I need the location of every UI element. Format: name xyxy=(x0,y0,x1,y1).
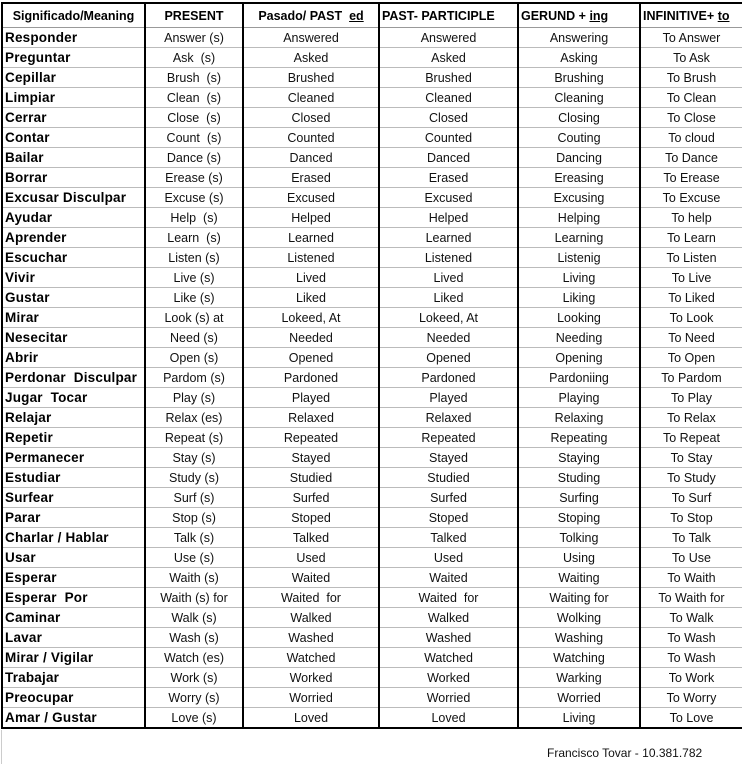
infinitive-cell: To Clean xyxy=(640,88,742,108)
gerund-cell: Looking xyxy=(518,308,640,328)
present-cell: Repeat (s) xyxy=(145,428,243,448)
participle-cell: Lived xyxy=(379,268,518,288)
meaning-cell: Repetir xyxy=(2,428,145,448)
participle-cell: Needed xyxy=(379,328,518,348)
infinitive-cell: To Erease xyxy=(640,168,742,188)
present-cell: Excuse (s) xyxy=(145,188,243,208)
table-row xyxy=(2,228,742,248)
gerund-cell: Watching xyxy=(518,648,640,668)
table-row xyxy=(2,508,742,528)
past-cell: Pardoned xyxy=(243,368,379,388)
infinitive-cell: To Study xyxy=(640,468,742,488)
header-row xyxy=(2,3,742,28)
participle-cell: Erased xyxy=(379,168,518,188)
header-gerund-label: GERUND + xyxy=(521,8,586,23)
present-cell: Erease (s) xyxy=(145,168,243,188)
past-cell: Erased xyxy=(243,168,379,188)
meaning-cell: Usar xyxy=(2,548,145,568)
present-cell: Watch (es) xyxy=(145,648,243,668)
infinitive-cell: To Wash xyxy=(640,628,742,648)
meaning-cell: Aprender xyxy=(2,228,145,248)
table-row xyxy=(2,168,742,188)
present-cell: Worry (s) xyxy=(145,688,243,708)
gerund-cell: Studing xyxy=(518,468,640,488)
participle-cell: Opened xyxy=(379,348,518,368)
meaning-cell: Amar / Gustar xyxy=(2,708,145,729)
past-cell: Talked xyxy=(243,528,379,548)
infinitive-cell: To Answer xyxy=(640,28,742,48)
gerund-cell: Excusing xyxy=(518,188,640,208)
infinitive-cell: To Worry xyxy=(640,688,742,708)
gerund-cell: Waiting for xyxy=(518,588,640,608)
gerund-cell: Pardoniing xyxy=(518,368,640,388)
past-cell: Worried xyxy=(243,688,379,708)
present-cell: Look (s) at xyxy=(145,308,243,328)
table-row xyxy=(2,268,742,288)
present-cell: Dance (s) xyxy=(145,148,243,168)
meaning-cell: Esperar xyxy=(2,568,145,588)
participle-cell: Walked xyxy=(379,608,518,628)
present-cell: Use (s) xyxy=(145,548,243,568)
meaning-cell: Lavar xyxy=(2,628,145,648)
present-cell: Need (s) xyxy=(145,328,243,348)
header-present: PRESENT xyxy=(145,3,243,28)
gerund-cell: Surfing xyxy=(518,488,640,508)
past-cell: Relaxed xyxy=(243,408,379,428)
gerund-cell: Warking xyxy=(518,668,640,688)
gerund-cell: Asking xyxy=(518,48,640,68)
past-cell: Counted xyxy=(243,128,379,148)
present-cell: Play (s) xyxy=(145,388,243,408)
gerund-cell: Staying xyxy=(518,448,640,468)
meaning-cell: Bailar xyxy=(2,148,145,168)
present-cell: Clean (s) xyxy=(145,88,243,108)
header-past-label: Pasado/ PAST xyxy=(258,8,343,23)
table-row xyxy=(2,628,742,648)
present-cell: Ask (s) xyxy=(145,48,243,68)
past-cell: Listened xyxy=(243,248,379,268)
participle-cell: Answered xyxy=(379,28,518,48)
meaning-cell: Borrar xyxy=(2,168,145,188)
participle-cell: Brushed xyxy=(379,68,518,88)
header-meaning: Significado/Meaning xyxy=(2,3,145,28)
past-cell: Repeated xyxy=(243,428,379,448)
infinitive-cell: To Liked xyxy=(640,288,742,308)
participle-cell: Cleaned xyxy=(379,88,518,108)
gerund-cell: Ereasing xyxy=(518,168,640,188)
table-row xyxy=(2,128,742,148)
gerund-cell: Waiting xyxy=(518,568,640,588)
participle-cell: Helped xyxy=(379,208,518,228)
meaning-cell: Mirar / Vigilar xyxy=(2,648,145,668)
gerund-cell: Answering xyxy=(518,28,640,48)
meaning-cell: Excusar Disculpar xyxy=(2,188,145,208)
meaning-cell: Perdonar Disculpar xyxy=(2,368,145,388)
infinitive-cell: To cloud xyxy=(640,128,742,148)
meaning-cell: Esperar Por xyxy=(2,588,145,608)
present-cell: Work (s) xyxy=(145,668,243,688)
table-row xyxy=(2,708,742,729)
infinitive-cell: To Excuse xyxy=(640,188,742,208)
past-cell: Danced xyxy=(243,148,379,168)
header-past xyxy=(243,3,379,28)
meaning-cell: Escuchar xyxy=(2,248,145,268)
gerund-cell: Relaxing xyxy=(518,408,640,428)
infinitive-cell: To Play xyxy=(640,388,742,408)
meaning-cell: Preocupar xyxy=(2,688,145,708)
participle-cell: Asked xyxy=(379,48,518,68)
past-cell: Lokeed, At xyxy=(243,308,379,328)
past-cell: Stayed xyxy=(243,448,379,468)
header-participle: PAST- PARTICIPLE xyxy=(379,3,518,28)
past-cell: Liked xyxy=(243,288,379,308)
infinitive-cell: To Stay xyxy=(640,448,742,468)
past-cell: Lived xyxy=(243,268,379,288)
participle-cell: Stayed xyxy=(379,448,518,468)
infinitive-cell: To Brush xyxy=(640,68,742,88)
verb-table xyxy=(1,2,742,729)
past-cell: Helped xyxy=(243,208,379,228)
table-row xyxy=(2,648,742,668)
infinitive-cell: To Live xyxy=(640,268,742,288)
gerund-cell: Playing xyxy=(518,388,640,408)
table-row xyxy=(2,688,742,708)
table-row xyxy=(2,248,742,268)
infinitive-cell: To Waith xyxy=(640,568,742,588)
participle-cell: Washed xyxy=(379,628,518,648)
present-cell: Talk (s) xyxy=(145,528,243,548)
gerund-cell: Wolking xyxy=(518,608,640,628)
gerund-cell: Liking xyxy=(518,288,640,308)
participle-cell: Waited for xyxy=(379,588,518,608)
table-row xyxy=(2,288,742,308)
meaning-cell: Cepillar xyxy=(2,68,145,88)
gerund-cell: Repeating xyxy=(518,428,640,448)
present-cell: Relax (es) xyxy=(145,408,243,428)
past-cell: Loved xyxy=(243,708,379,729)
header-infinitive-suffix: to xyxy=(717,8,730,23)
past-cell: Waited xyxy=(243,568,379,588)
past-cell: Watched xyxy=(243,648,379,668)
participle-cell: Worried xyxy=(379,688,518,708)
present-cell: Open (s) xyxy=(145,348,243,368)
infinitive-cell: To Close xyxy=(640,108,742,128)
infinitive-cell: To Dance xyxy=(640,148,742,168)
past-cell: Washed xyxy=(243,628,379,648)
meaning-cell: Permanecer xyxy=(2,448,145,468)
past-cell: Worked xyxy=(243,668,379,688)
participle-cell: Counted xyxy=(379,128,518,148)
table-row xyxy=(2,548,742,568)
present-cell: Help (s) xyxy=(145,208,243,228)
infinitive-cell: To Pardom xyxy=(640,368,742,388)
meaning-cell: Caminar xyxy=(2,608,145,628)
meaning-cell: Parar xyxy=(2,508,145,528)
header-past-suffix: ed xyxy=(349,8,364,23)
present-cell: Listen (s) xyxy=(145,248,243,268)
infinitive-cell: To Love xyxy=(640,708,742,729)
present-cell: Surf (s) xyxy=(145,488,243,508)
past-cell: Opened xyxy=(243,348,379,368)
table-row xyxy=(2,668,742,688)
gerund-cell: Opening xyxy=(518,348,640,368)
table-row xyxy=(2,148,742,168)
table-row xyxy=(2,528,742,548)
participle-cell: Listened xyxy=(379,248,518,268)
present-cell: Stop (s) xyxy=(145,508,243,528)
present-cell: Wash (s) xyxy=(145,628,243,648)
past-cell: Waited for xyxy=(243,588,379,608)
table-row xyxy=(2,388,742,408)
infinitive-cell: To Work xyxy=(640,668,742,688)
infinitive-cell: To Listen xyxy=(640,248,742,268)
participle-cell: Lokeed, At xyxy=(379,308,518,328)
present-cell: Brush (s) xyxy=(145,68,243,88)
present-cell: Waith (s) xyxy=(145,568,243,588)
participle-cell: Worked xyxy=(379,668,518,688)
gerund-cell: Tolking xyxy=(518,528,640,548)
present-cell: Pardom (s) xyxy=(145,368,243,388)
infinitive-cell: To Look xyxy=(640,308,742,328)
present-cell: Like (s) xyxy=(145,288,243,308)
past-cell: Answered xyxy=(243,28,379,48)
past-cell: Cleaned xyxy=(243,88,379,108)
table-row xyxy=(2,428,742,448)
past-cell: Surfed xyxy=(243,488,379,508)
table-row xyxy=(2,108,742,128)
table-row xyxy=(2,608,742,628)
infinitive-cell: To Repeat xyxy=(640,428,742,448)
gerund-cell: Listenig xyxy=(518,248,640,268)
past-cell: Excused xyxy=(243,188,379,208)
gerund-cell: Closing xyxy=(518,108,640,128)
table-row xyxy=(2,588,742,608)
table-row xyxy=(2,368,742,388)
meaning-cell: Relajar xyxy=(2,408,145,428)
meaning-cell: Responder xyxy=(2,28,145,48)
gerund-cell: Living xyxy=(518,708,640,729)
table-row xyxy=(2,568,742,588)
table-row xyxy=(2,28,742,48)
divider xyxy=(1,730,2,764)
gerund-cell: Using xyxy=(518,548,640,568)
table-row xyxy=(2,488,742,508)
meaning-cell: Estudiar xyxy=(2,468,145,488)
participle-cell: Excused xyxy=(379,188,518,208)
header-infinitive-label: INFINITIVE+ xyxy=(643,8,715,23)
meaning-cell: Contar xyxy=(2,128,145,148)
present-cell: Stay (s) xyxy=(145,448,243,468)
past-cell: Brushed xyxy=(243,68,379,88)
participle-cell: Played xyxy=(379,388,518,408)
gerund-cell: Couting xyxy=(518,128,640,148)
past-cell: Used xyxy=(243,548,379,568)
header-gerund xyxy=(518,3,640,28)
infinitive-cell: To Walk xyxy=(640,608,742,628)
meaning-cell: Trabajar xyxy=(2,668,145,688)
table-body xyxy=(2,28,742,729)
infinitive-cell: To Stop xyxy=(640,508,742,528)
infinitive-cell: To Ask xyxy=(640,48,742,68)
table-row xyxy=(2,48,742,68)
participle-cell: Danced xyxy=(379,148,518,168)
infinitive-cell: To Talk xyxy=(640,528,742,548)
participle-cell: Learned xyxy=(379,228,518,248)
meaning-cell: Preguntar xyxy=(2,48,145,68)
header-infinitive xyxy=(640,3,742,28)
participle-cell: Closed xyxy=(379,108,518,128)
infinitive-cell: To Wash xyxy=(640,648,742,668)
meaning-cell: Gustar xyxy=(2,288,145,308)
table-row xyxy=(2,448,742,468)
present-cell: Close (s) xyxy=(145,108,243,128)
gerund-cell: Washing xyxy=(518,628,640,648)
past-cell: Stoped xyxy=(243,508,379,528)
past-cell: Learned xyxy=(243,228,379,248)
participle-cell: Used xyxy=(379,548,518,568)
infinitive-cell: To Use xyxy=(640,548,742,568)
meaning-cell: Nesecitar xyxy=(2,328,145,348)
infinitive-cell: To Learn xyxy=(640,228,742,248)
table-row xyxy=(2,188,742,208)
infinitive-cell: To Relax xyxy=(640,408,742,428)
present-cell: Answer (s) xyxy=(145,28,243,48)
table-row xyxy=(2,208,742,228)
participle-cell: Studied xyxy=(379,468,518,488)
present-cell: Learn (s) xyxy=(145,228,243,248)
gerund-cell: Dancing xyxy=(518,148,640,168)
present-cell: Count (s) xyxy=(145,128,243,148)
past-cell: Played xyxy=(243,388,379,408)
gerund-cell: Living xyxy=(518,268,640,288)
gerund-cell: Helping xyxy=(518,208,640,228)
participle-cell: Repeated xyxy=(379,428,518,448)
meaning-cell: Jugar Tocar xyxy=(2,388,145,408)
participle-cell: Waited xyxy=(379,568,518,588)
table-row xyxy=(2,68,742,88)
present-cell: Love (s) xyxy=(145,708,243,729)
table-row xyxy=(2,408,742,428)
author-footer: Francisco Tovar - 10.381.782 xyxy=(547,746,703,760)
present-cell: Live (s) xyxy=(145,268,243,288)
past-cell: Asked xyxy=(243,48,379,68)
gerund-cell: Cleaning xyxy=(518,88,640,108)
table-row xyxy=(2,88,742,108)
meaning-cell: Charlar / Hablar xyxy=(2,528,145,548)
meaning-cell: Ayudar xyxy=(2,208,145,228)
participle-cell: Surfed xyxy=(379,488,518,508)
gerund-cell: Brushing xyxy=(518,68,640,88)
past-cell: Needed xyxy=(243,328,379,348)
participle-cell: Liked xyxy=(379,288,518,308)
table-row xyxy=(2,308,742,328)
meaning-cell: Limpiar xyxy=(2,88,145,108)
participle-cell: Watched xyxy=(379,648,518,668)
meaning-cell: Mirar xyxy=(2,308,145,328)
table-row xyxy=(2,348,742,368)
participle-cell: Stoped xyxy=(379,508,518,528)
meaning-cell: Abrir xyxy=(2,348,145,368)
participle-cell: Pardoned xyxy=(379,368,518,388)
meaning-cell: Cerrar xyxy=(2,108,145,128)
gerund-cell: Needing xyxy=(518,328,640,348)
past-cell: Studied xyxy=(243,468,379,488)
present-cell: Study (s) xyxy=(145,468,243,488)
infinitive-cell: To Open xyxy=(640,348,742,368)
meaning-cell: Vivir xyxy=(2,268,145,288)
gerund-cell: Learning xyxy=(518,228,640,248)
present-cell: Walk (s) xyxy=(145,608,243,628)
meaning-cell: Surfear xyxy=(2,488,145,508)
table-row xyxy=(2,328,742,348)
participle-cell: Loved xyxy=(379,708,518,729)
header-gerund-suffix: ing xyxy=(589,8,609,23)
gerund-cell: Stoping xyxy=(518,508,640,528)
infinitive-cell: To Waith for xyxy=(640,588,742,608)
table-row xyxy=(2,468,742,488)
past-cell: Closed xyxy=(243,108,379,128)
participle-cell: Talked xyxy=(379,528,518,548)
infinitive-cell: To help xyxy=(640,208,742,228)
participle-cell: Relaxed xyxy=(379,408,518,428)
past-cell: Walked xyxy=(243,608,379,628)
infinitive-cell: To Need xyxy=(640,328,742,348)
gerund-cell: Worried xyxy=(518,688,640,708)
infinitive-cell: To Surf xyxy=(640,488,742,508)
present-cell: Waith (s) for xyxy=(145,588,243,608)
